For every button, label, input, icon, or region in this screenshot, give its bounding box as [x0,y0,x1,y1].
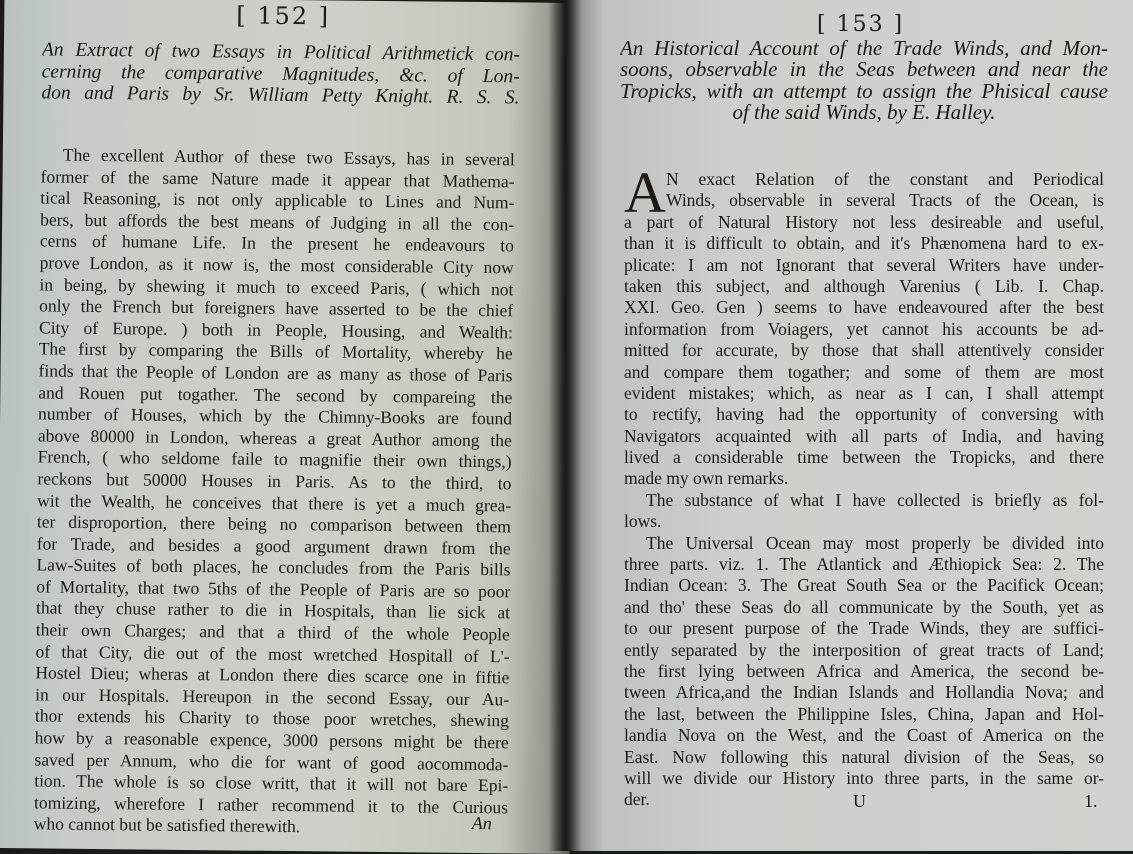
text-line: for Trade, and besides a good argument drawn from the [36,533,511,559]
text-line: ter disproportion, there being no comparison between them [36,511,512,537]
text-line: East. Now following this natural division of the Seas, so [624,746,1104,767]
right-page [564,0,1133,851]
text-line: Hostel Dieu; wheras at London there dies scarce one in fiftie [35,662,510,688]
text-line: and compare them togather; and some of them are most [624,361,1104,382]
text-line: finds that the People of London are as many as those of Paris [38,360,513,386]
page-number: [ 152 ] [236,1,331,31]
text-line: the last, between the Philippine Isles, China, Japan and Hol- [624,703,1104,724]
text-line: tomizing, wherefore I rather recommend it to the Curious [33,792,509,818]
text-line: N exact Relation of the constant and Periodical [666,169,1104,189]
text-line: ently separated by the interposition of great tracts of Land; [624,639,1104,660]
text-line: tween Africa,and the Indian Islands and Hollandia Nova; and [624,682,1104,703]
text-line: The substance of what I have collected is briefly as fol- [646,489,1104,510]
text-line: thor extends his Charity to those poor wretches, shewing [34,705,510,731]
text-line: Indian Ocean: 3. The Great South Sea or the Pacifick Ocean; [624,575,1104,596]
body-text [34,144,515,840]
text-line: that they chuse rather to die in Hospitals, than lie sick at [35,597,511,623]
signature-number: 1. [1084,791,1098,811]
text-line: made my own remarks. [624,468,789,489]
text-line: of Mortality, that two 5ths of the People of Paris are so poor [36,576,511,602]
text-line: plicate: I am not Ignorant that several Writers have under- [624,254,1104,275]
text-line: of that City, die out of the most wretched Hospitall of L'- [35,641,510,666]
text-line: lows. [624,511,662,532]
text-line: will we divide our History into three parts, in the same or- [624,767,1104,788]
text-line: tical Reasoning, is not only applicable to Lines and Num- [40,187,515,213]
text-line: and Rouen put togather. The second by compareing the [38,381,513,407]
text-line: information from Voiagers, yet cannot his accounts be ad- [624,318,1104,339]
title-line: Tropicks, with an attempt to assign the Phisical cause [620,80,1108,103]
text-line: number of Houses, which by the Chimny-Books are found [38,403,513,429]
text-line: French, ( who seldome faile to magnifie their own things,) [37,446,512,472]
text-line: City of Europe. ) both in People, Housing, and Wealth: [38,317,514,343]
text-line: to our present purpose of the Trade Winds, they are suffici- [624,618,1104,639]
catchword: An [471,812,492,834]
text-line: wit the Wealth, he conceives that there is yet a much grea- [37,489,512,515]
signature-mark: U [853,791,866,811]
drop-cap: A [624,160,666,225]
text-line: three parts. viz. 1. The Atlantick and Æthiopick Sea: 2. The [624,554,1104,575]
title-line: An Extract of two Essays in Political Arithmetick con- [41,39,521,66]
text-line: reckons but 50000 Houses in Paris. As to the third, to [37,468,512,494]
text-line: only the French but foreigners have asserted to be the chief [39,295,514,321]
text-line: prove London, as it now is, the most considerable City now [39,252,514,278]
text-line: lived a considerable time between the Tropicks, and there [624,447,1104,468]
title-line: of the said Winds, by E. Halley. [732,102,996,124]
page-number: [ 153 ] [817,12,905,37]
text-line: Navigators acquainted with all parts of India, and having [624,425,1104,446]
title-line: cerning the comparative Magnitudes, &c. of Lon- [41,61,520,88]
text-line: Law-Suites of both places, he concludes from the Paris bills [36,554,511,580]
text-line: the first lying between Africa and America, the second be- [624,660,1104,681]
text-line: a part of Natural History not less desireable and useful, [624,211,1104,232]
text-line: mitted for accurate, by those that shall attentively consider [624,340,1104,361]
article-title [41,39,520,109]
text-line: XXI. Geo. Gen ) seems to have endeavoured after the best [624,297,1104,318]
text-line: in our Hospitals. Hereupon in the second Essay, our Au- [35,684,510,710]
title-line: don and Paris by Sr. William Petty Knight. R. S. S. [41,82,520,109]
article-title [620,38,1108,124]
text-line: above 80000 in London, whereas a great Author among the [37,425,512,451]
text-line: evident mistakes; which, as near as I can, I shall attempt [624,382,1104,403]
text-line: former of the same Nature made it appear that Mathema- [40,166,515,191]
text-line: to rectify, having had the opportunity of conversing with [624,404,1104,425]
text-line: landia Nova on the West, and the Coast of America on the [624,725,1104,746]
text-line: The Universal Ocean may most properly be divided into [646,532,1104,553]
text-line: der. [624,789,650,810]
text-line: how by a reasonable expence, 3000 persons might be there [34,727,509,753]
text-line: saved per Annum, who die for want of good aocommoda- [34,748,509,774]
title-line: soons, observable in the Seas between and near the [620,59,1108,81]
book-gutter [548,0,582,851]
text-line: The excellent Author of these two Essays, has in several [62,144,515,170]
text-line: cerns of humane Life. In the present he endeavours to [39,230,514,256]
text-line: Winds, observable in several Tracts of the Ocean, is [666,190,1104,211]
text-line: The first by comparing the Bills of Mortality, whereby he [38,338,513,364]
body-text [624,160,1104,811]
text-line: bers, but affords the best means of Judging in all the con- [40,209,515,235]
text-line: than it is difficult to obtain, and it's Phænomena hard to ex- [624,233,1104,254]
text-line: their own Charges; and that a third of the whole People [35,619,510,645]
title-line: An Historical Account of the Trade Winds, and Mon- [620,38,1108,60]
text-line: who cannot but be satisfied therewith. [33,813,301,837]
text-line: in being, by shewing it much to exceed Paris, ( which not [39,273,514,299]
text-line: and tho' these Seas do all communicate by the South, yet as [624,596,1104,617]
text-line: tion. The whole is so close writt, that it will not bare Epi- [34,770,509,796]
text-line: taken this subject, and although Varenius ( Lib. I. Chap. [624,275,1104,296]
